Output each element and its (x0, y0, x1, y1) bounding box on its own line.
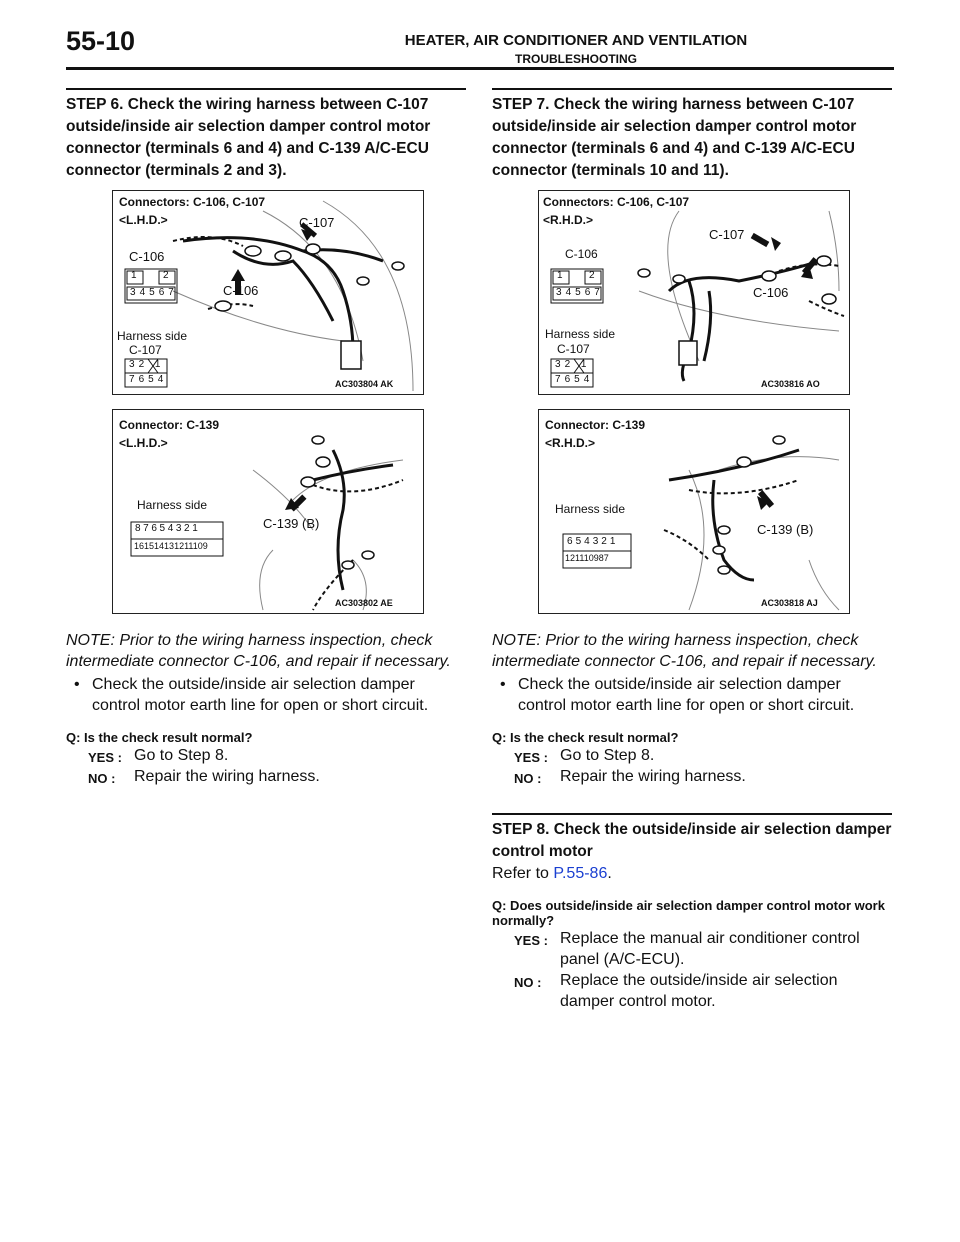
figure-label: Connector: C-139 (119, 418, 220, 432)
pin-2: 2 (589, 270, 595, 281)
yes-text: Go to Step 8. (560, 747, 655, 764)
pin: 6 (584, 287, 595, 298)
question: Q: Is the check result normal? (66, 730, 253, 745)
pin: 6 (564, 374, 575, 385)
no-text: Repair the wiring harness. (134, 768, 320, 785)
yes-key: YES : (514, 933, 548, 948)
figure-connectors-lhd (112, 190, 424, 395)
pin: 8 (598, 553, 604, 563)
bullet-text: Check the outside/inside air selection damper control motor earth line for open or short circuit. (518, 676, 855, 714)
figure-label: Connectors: C-106, C-107 (543, 195, 690, 209)
pin: 4 (584, 536, 593, 547)
pin: 6 (151, 523, 160, 534)
pin: 3 (175, 523, 185, 534)
step-rule (492, 813, 892, 815)
no-key: NO : (514, 771, 542, 786)
bullet-item (66, 674, 466, 716)
pin: 7 (168, 287, 178, 298)
refer-suffix: . (607, 865, 612, 882)
pin: 5 (149, 287, 159, 298)
bullet-text: Check the outside/inside air selection damper control motor earth line for open or short circuit. (92, 676, 429, 714)
figure-code: AC303804 AK (335, 379, 394, 389)
note: NOTE: Prior to the wiring harness inspection, check intermediate connector C-106, and repair if necessary. (492, 632, 877, 670)
pin: 4 (565, 287, 576, 298)
left-column (66, 88, 466, 787)
answer-no (66, 766, 466, 787)
pin: 2 (184, 523, 193, 534)
page-number: 55-10 (66, 26, 136, 56)
no-text: Repair the wiring harness. (560, 768, 746, 785)
pin: 13 (164, 541, 175, 551)
pin: 9 (202, 541, 208, 551)
pin-row (555, 359, 590, 370)
step-8-title: STEP 8. Check the outside/inside air selection damper control motor (492, 821, 892, 860)
bullet-icon: • (500, 676, 506, 693)
pin: 7 (143, 523, 152, 534)
figure-code: AC303818 AJ (761, 598, 818, 608)
header-rule (66, 67, 894, 70)
question: Q: Is the check result normal? (492, 730, 679, 745)
yes-text: Replace the manual air conditioner control panel (A/C-ECU). (560, 930, 860, 968)
callout-c106: C-106 (129, 249, 165, 264)
pin: 2 (601, 536, 610, 547)
page-reference-link[interactable]: P.55-86 (553, 865, 608, 882)
pin: 7 (555, 374, 565, 385)
callout-c107-b: C-107 (129, 343, 162, 357)
question: Q: Does outside/inside air selection damper control motor work normally? (492, 898, 885, 928)
pin: 3 (592, 536, 602, 547)
pin: 1 (192, 523, 201, 534)
bullet-icon: • (74, 676, 80, 693)
figure-code: AC303816 AO (761, 379, 820, 389)
pin: 4 (167, 523, 176, 534)
refer-prefix: Refer to (492, 865, 554, 882)
pin: 8 (135, 523, 144, 534)
pin: 9 (593, 553, 599, 563)
no-text: Replace the outside/inside air selection damper control motor. (560, 972, 838, 1010)
figure-label: Connector: C-139 (545, 418, 646, 432)
pin: 4 (139, 287, 150, 298)
pin-row (129, 359, 164, 370)
answer-yes (66, 745, 466, 766)
figure-label-hand: <R.H.D.> (543, 213, 594, 227)
pin: 5 (159, 523, 168, 534)
figure-label: Connectors: C-106, C-107 (119, 195, 266, 209)
pin: 11 (575, 553, 584, 563)
section-subtitle: TROUBLESHOOTING (515, 52, 637, 66)
pin: 2 (138, 359, 149, 370)
pin: 10 (192, 541, 203, 551)
pin-1: 1 (557, 270, 563, 281)
callout-c106-b: C-106 (753, 285, 789, 300)
figure-code: AC303802 AE (335, 598, 393, 608)
no-key: NO : (514, 975, 542, 990)
step-7-title: STEP 7. Check the wiring harness between C-107 outside/inside air selection damper control motor connector (terminals 6 and 4) and C-139 A/C-ECU connector (terminals 10 and 11). (492, 96, 857, 179)
pin: 6 (158, 287, 169, 298)
answer-no (492, 766, 892, 787)
pin: 1 (609, 536, 619, 547)
pin: 4 (157, 374, 168, 385)
step-rule (66, 88, 466, 90)
pin: 16 (134, 541, 145, 551)
callout-c106-b: C-106 (223, 283, 259, 298)
callout-c139: C-139 (B) (263, 516, 320, 531)
pin: 1 (154, 359, 165, 370)
harness-side-label: Harness side (117, 329, 188, 343)
yes-key: YES : (88, 750, 122, 765)
pin: 1 (580, 359, 591, 370)
answer-no (492, 970, 892, 1012)
callout-c106: C-106 (565, 247, 598, 261)
pin: 7 (603, 553, 609, 563)
figure-label-hand: <L.H.D.> (119, 213, 168, 227)
pin: 5 (574, 374, 584, 385)
figure-c139-rhd (538, 409, 850, 614)
answer-yes (492, 745, 892, 766)
callout-c107: C-107 (299, 215, 335, 230)
pin-row (565, 553, 609, 563)
pin-row (130, 287, 178, 298)
figure-label-hand: <L.H.D.> (119, 436, 168, 450)
bullet-item (492, 674, 892, 716)
reference (492, 863, 892, 884)
pin: 3 (555, 359, 565, 370)
pin: 2 (564, 359, 575, 370)
callout-c107-b: C-107 (557, 342, 590, 356)
step-6-title: STEP 6. Check the wiring harness between C-107 outside/inside air selection damper control motor connector (terminals 6 and 4) and C-139 A/C-ECU connector (terminals 2 and 3). (66, 96, 431, 179)
figure-connectors-rhd (538, 190, 850, 395)
pin-2: 2 (163, 270, 169, 281)
pin-row (135, 523, 200, 534)
harness-side-label: Harness side (137, 498, 208, 512)
pin-1: 1 (131, 270, 137, 281)
right-column (492, 88, 892, 1012)
step-rule (492, 88, 892, 90)
callout-c139: C-139 (B) (757, 522, 814, 537)
no-key: NO : (88, 771, 116, 786)
pin: 3 (129, 359, 139, 370)
pin-row (129, 374, 167, 385)
pin-row (567, 536, 618, 547)
answer-yes (492, 928, 892, 970)
pin: 10 (583, 553, 594, 563)
pin: 5 (148, 374, 158, 385)
pin: 7 (594, 287, 604, 298)
pin: 12 (174, 541, 185, 551)
pin: 11 (184, 541, 193, 551)
pin: 14 (154, 541, 165, 551)
pin: 12 (565, 553, 576, 563)
pin: 4 (583, 374, 594, 385)
pin: 5 (575, 287, 585, 298)
pin-row (555, 374, 593, 385)
yes-key: YES : (514, 750, 548, 765)
harness-side-label: Harness side (545, 327, 616, 341)
callout-c107: C-107 (709, 227, 745, 242)
pin: 15 (144, 541, 155, 551)
pin: 6 (567, 536, 576, 547)
harness-side-label: Harness side (555, 502, 626, 516)
pin: 6 (138, 374, 149, 385)
figure-c139-lhd (112, 409, 424, 614)
yes-text: Go to Step 8. (134, 747, 229, 764)
pin: 7 (129, 374, 139, 385)
pin-row (134, 541, 208, 551)
figure-label-hand: <R.H.D.> (545, 436, 596, 450)
pin: 3 (556, 287, 566, 298)
section-title: HEATER, AIR CONDITIONER AND VENTILATION (404, 32, 748, 49)
pin: 3 (130, 287, 140, 298)
pin-row (556, 287, 604, 298)
note: NOTE: Prior to the wiring harness inspection, check intermediate connector C-106, and repair if necessary. (66, 632, 451, 670)
pin: 5 (575, 536, 585, 547)
